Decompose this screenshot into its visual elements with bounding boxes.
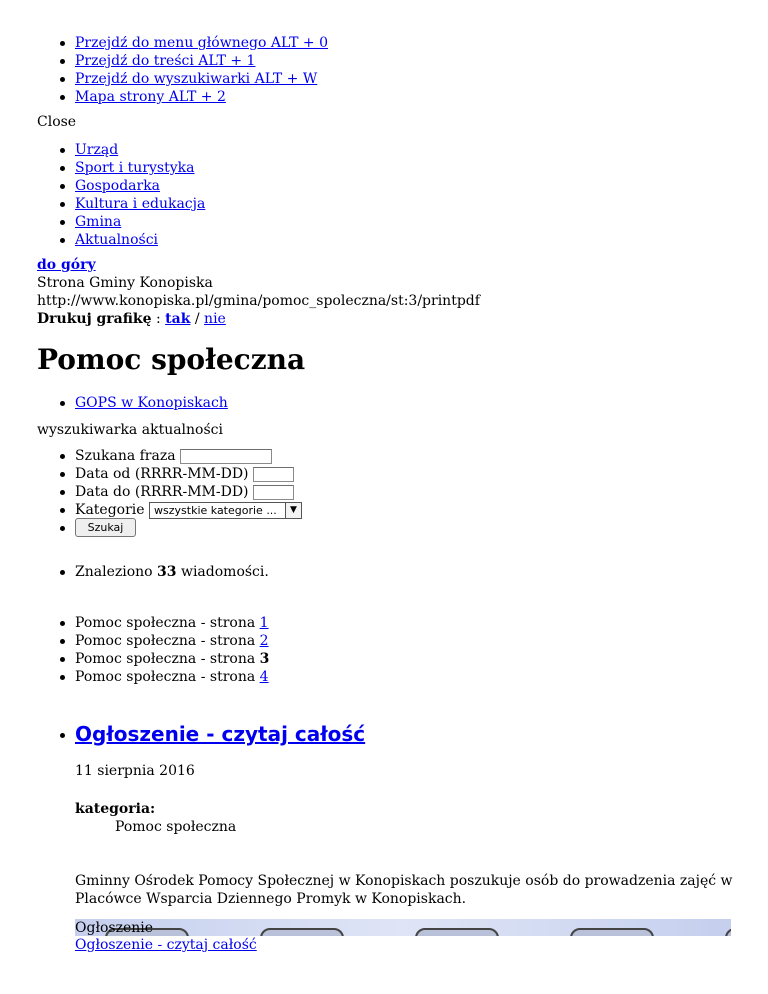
main-menu-item (75, 195, 768, 213)
pagination-item (75, 614, 768, 632)
pagination-prefix: Pomoc społeczna - strona (75, 651, 260, 667)
menu-link-sport[interactable]: Sport i turystyka (75, 160, 195, 176)
news-category-heading: kategoria: (75, 801, 156, 817)
news-list (0, 719, 768, 749)
pagination-prefix: Pomoc społeczna - strona (75, 633, 260, 649)
print-graphics-no-link[interactable]: nie (204, 311, 226, 327)
skip-link-item (75, 52, 768, 70)
main-menu-item (75, 141, 768, 159)
image-decoration (415, 928, 499, 936)
news-date: 11 sierpnia 2016 (75, 763, 195, 779)
image-decoration (260, 928, 344, 936)
main-menu (0, 141, 768, 249)
date-from-row (75, 465, 768, 483)
page-current: 3 (259, 651, 270, 667)
main-menu-item (75, 231, 768, 249)
pagination-prefix: Pomoc społeczna - strona (75, 615, 260, 631)
submenu (0, 394, 768, 412)
close-label[interactable]: Close (37, 114, 77, 130)
news-item (75, 719, 768, 749)
page-url: http://www.konopiska.pl/gmina/pomoc_spoleczna/st:3/printpdf (37, 293, 480, 309)
category-row (75, 501, 768, 519)
results-count-item (75, 563, 768, 581)
category-select[interactable] (149, 502, 302, 519)
search-phrase-label: Szukana fraza (75, 448, 176, 464)
print-graphics-separator: : (151, 311, 166, 327)
back-to-top-link[interactable]: do góry (37, 257, 96, 273)
menu-link-kultura[interactable]: Kultura i edukacja (75, 196, 206, 212)
print-graphics-row (37, 310, 226, 328)
skip-link-item (75, 88, 768, 106)
print-graphics-label: Drukuj grafikę (37, 311, 152, 327)
dropdown-arrow-icon: ▼ (285, 503, 301, 518)
category-label: Kategorie (75, 502, 145, 518)
sitemap-link[interactable]: Mapa strony ALT + 2 (75, 89, 226, 105)
main-menu-item (75, 213, 768, 231)
pagination-item (75, 650, 768, 668)
results-prefix: Znaleziono (75, 564, 158, 580)
pagination (0, 614, 768, 686)
page-link[interactable]: 2 (259, 633, 269, 649)
search-heading: wyszukiwarka aktualności (37, 422, 223, 438)
menu-link-aktualnosci[interactable]: Aktualności (75, 232, 159, 248)
news-body-line-2: Placówce Wsparcia Dziennego Promyk w Konopiskach. (75, 891, 467, 907)
pagination-item (75, 668, 768, 686)
date-from-input[interactable] (253, 467, 294, 482)
pagination-prefix: Pomoc społeczna - strona (75, 669, 260, 685)
print-graphics-yes-link[interactable]: tak (165, 311, 191, 327)
news-image[interactable] (75, 919, 731, 936)
news-title-link[interactable]: Ogłoszenie - czytaj całość (75, 722, 366, 746)
site-name: Strona Gminy Konopiska (37, 275, 213, 291)
print-graphics-slash: / (190, 311, 205, 327)
skip-to-menu-link[interactable]: Przejdź do menu głównego ALT + 0 (75, 35, 328, 51)
main-menu-item (75, 177, 768, 195)
page-link[interactable]: 4 (259, 669, 269, 685)
date-to-row (75, 483, 768, 501)
results-list (0, 563, 768, 581)
menu-link-urzad[interactable]: Urząd (75, 142, 119, 158)
date-to-label: Data do (RRRR-MM-DD) (75, 484, 249, 500)
results-suffix: wiadomości. (176, 564, 269, 580)
image-decoration (725, 928, 731, 936)
results-count: 33 (157, 564, 177, 580)
submenu-link-gops[interactable]: GOPS w Konopiskach (75, 395, 228, 411)
pagination-item (75, 632, 768, 650)
search-phrase-row (75, 447, 768, 465)
skip-to-search-link[interactable]: Przejdź do wyszukiwarki ALT + W (75, 71, 318, 87)
search-form (0, 447, 768, 543)
menu-link-gospodarka[interactable]: Gospodarka (75, 178, 161, 194)
main-menu-item (75, 159, 768, 177)
menu-link-gmina[interactable]: Gmina (75, 214, 122, 230)
skip-link-item (75, 34, 768, 52)
date-from-label: Data od (RRRR-MM-DD) (75, 466, 249, 482)
submenu-item (75, 394, 768, 412)
news-body-line-1: Gminny Ośrodek Pomocy Społecznej w Konopiskach poszukuje osób do prowadzenia zajęć w (75, 873, 733, 889)
news-image-alt: Ogłoszenie (75, 920, 154, 936)
news-read-more-row (75, 936, 257, 954)
page-title: Pomoc społeczna (37, 343, 306, 376)
date-to-input[interactable] (253, 485, 294, 500)
top-link-row (37, 256, 96, 274)
news-category-value: Pomoc społeczna (115, 819, 237, 835)
skip-link-item (75, 70, 768, 88)
category-select-value: wszystkie kategorie ... (154, 503, 277, 517)
search-submit-button[interactable]: Szukaj (75, 518, 136, 537)
image-decoration (570, 928, 654, 936)
skip-links (0, 34, 768, 106)
search-phrase-input[interactable] (180, 449, 272, 464)
skip-to-content-link[interactable]: Przejdź do treści ALT + 1 (75, 53, 256, 69)
submit-row (75, 519, 768, 543)
page-link[interactable]: 1 (259, 615, 269, 631)
news-read-more-link[interactable]: Ogłoszenie - czytaj całość (75, 937, 257, 953)
